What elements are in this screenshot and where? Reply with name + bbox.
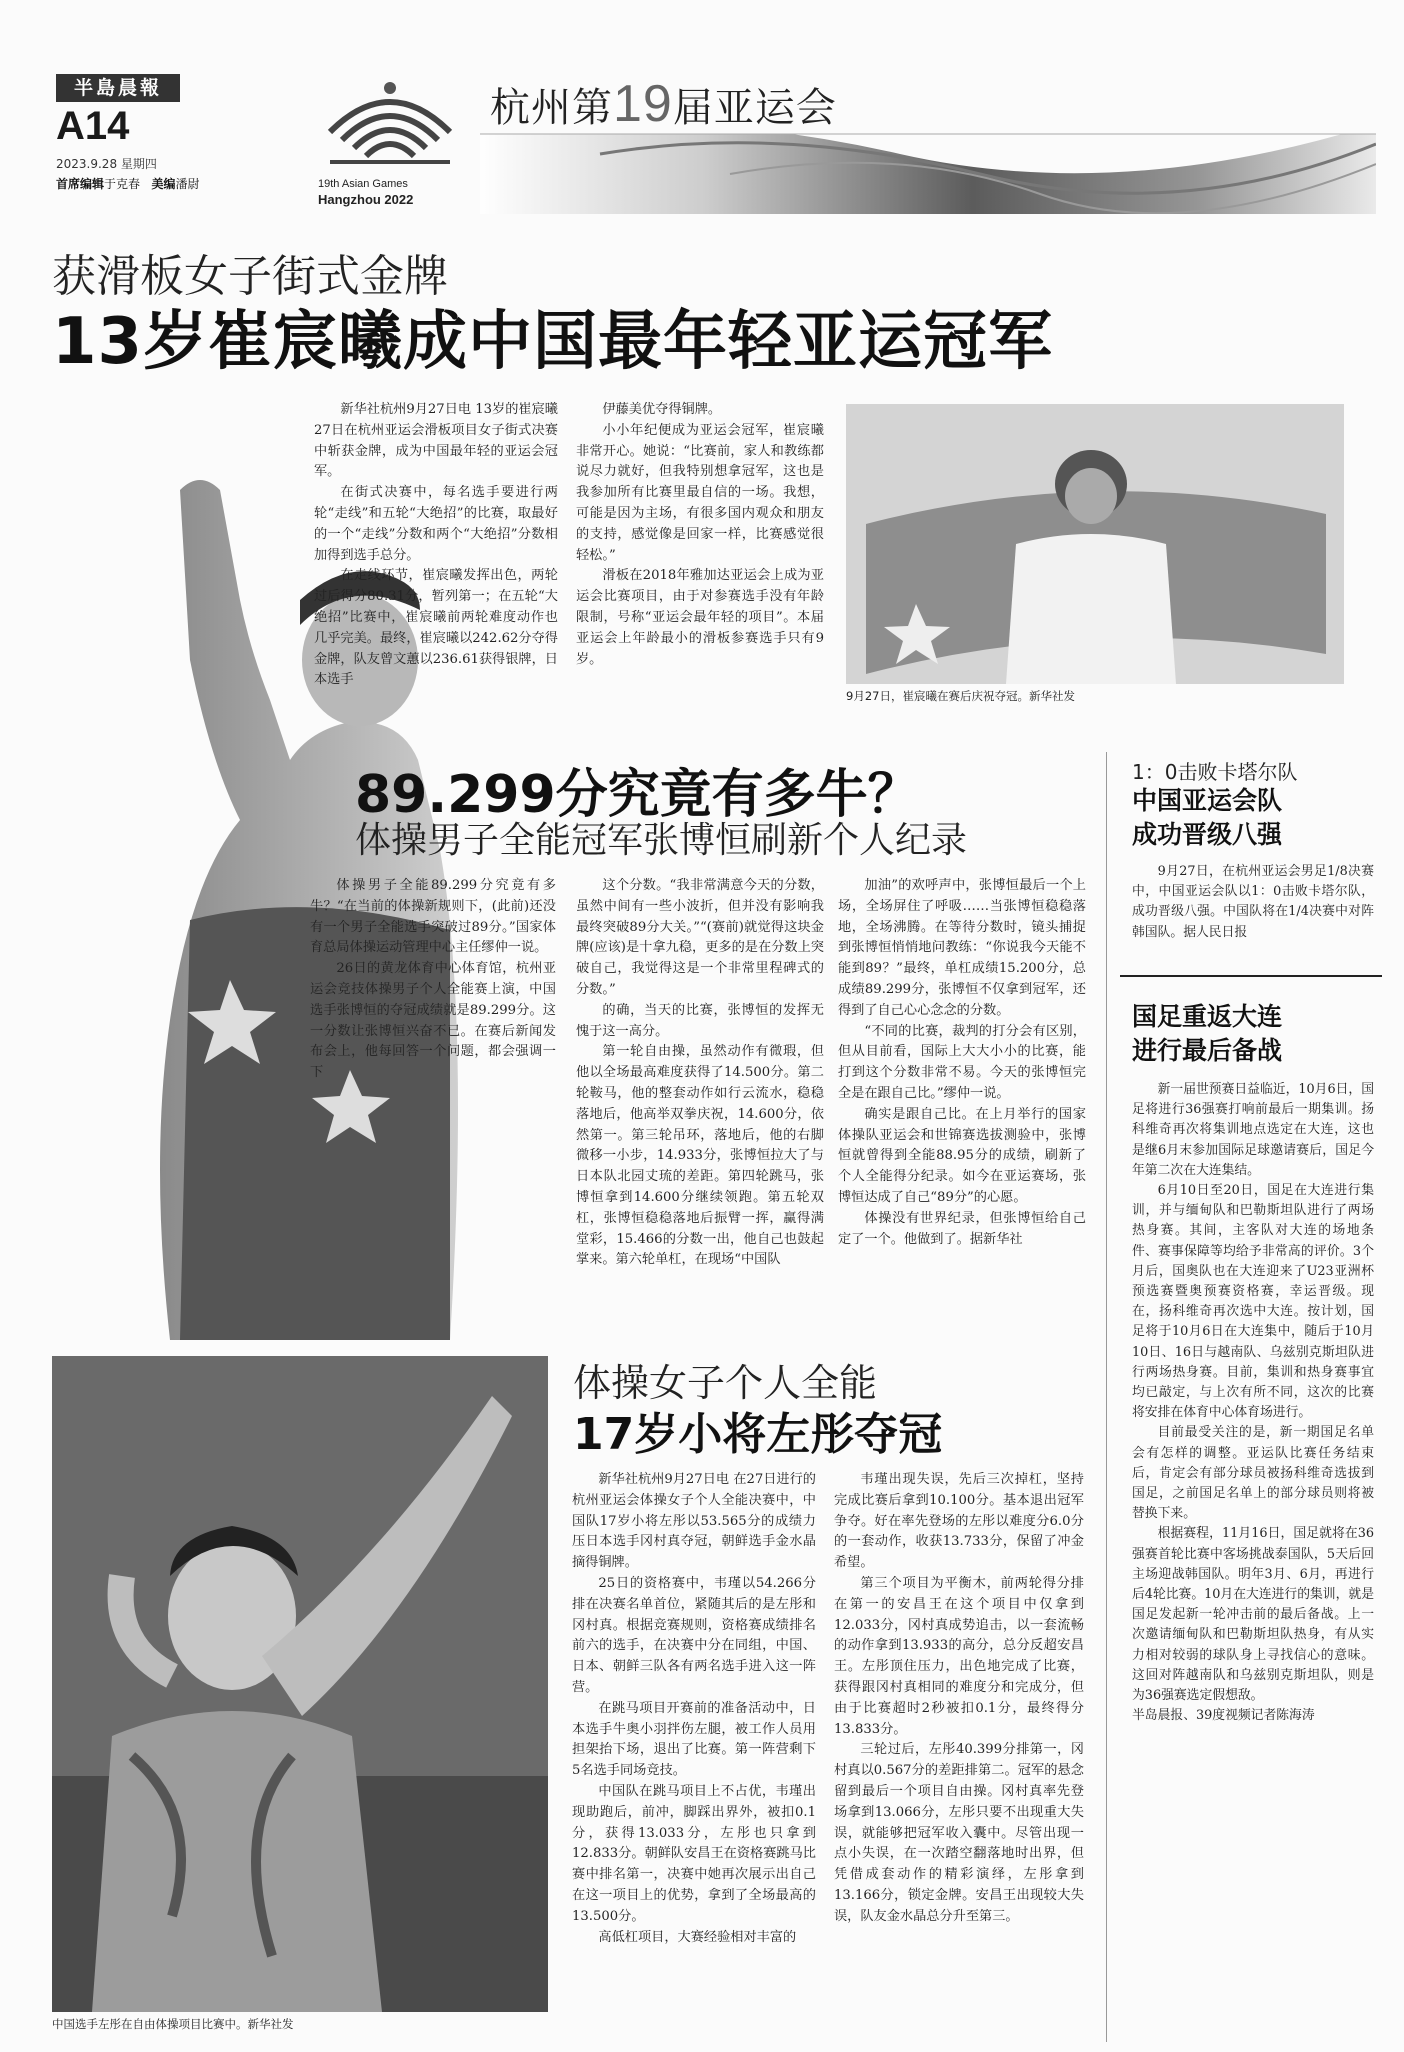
article2-para: 的确，当天的比赛，张博恒的发挥无愧于这一高分。: [576, 1002, 824, 1039]
skateboarder-cui-photo: [846, 404, 1344, 684]
editor-name-2: 潘尉: [175, 177, 200, 191]
article1-para: 新华社杭州9月27日电 13岁的崔宸曦27日在杭州亚运会滑板项目女子街式决赛中斩获金牌，成为中国最年轻的亚运会冠军。: [314, 402, 558, 480]
article2-para: 确实是跟自己比。在上月举行的国家体操队亚运会和世锦赛选拔测验中，张博恒就曾得到全能88.95分的成绩，刷新了个人全能得分纪录。如今在亚运赛场，张博恒达成了自己“89分”的心愿。: [838, 1106, 1086, 1205]
article3-para: 中国队在跳马项目上不占优，韦瑾出现助跑后，前冲，脚踩出界外，被扣0.1分，获得13.033分，左彤也只拿到12.833分。朝鲜队安昌王在资格赛跳马比赛中排名第一，决赛中她再次展示出自己在这一项目上的优势，拿到了全场最高的13.500分。: [572, 1783, 816, 1924]
article3-para: 高低杠项目，大赛经验相对丰富的: [598, 1929, 797, 1945]
side1-headline: [1132, 784, 1282, 852]
article2-para: 体操没有世界纪录，但张博恒给自己定了一个。他做到了。据新华社: [838, 1210, 1086, 1247]
side1-para: 9月27日，在杭州亚运会男足1/8决赛中，中国亚运会队以1：0击败卡塔尔队，成功晋级八强。中国队将在1/4决赛中对阵韩国队。据人民日报: [1132, 864, 1374, 940]
side2-para: 6月10日至20日，国足在大连进行集训，并与缅甸队和巴勒斯坦队进行了两场热身赛。其间，主客队对大连的场地条件、赛事保障等均给予非常高的评价。3个月后，国奥队也在大连迎来了U23亚洲杯预选赛暨奥预赛资格赛，幸运晋级。现在，扬科维奇再次选中大连。按计划，国足将于10月6日在大连集中，随后于10月10日、16日与越南队、乌兹别克斯坦队进行两场热身赛。目前，集训和热身赛事宜均已敲定，与上次有所不同，这次的比赛将安排在体育中心体育场进行。: [1132, 1183, 1374, 1421]
article1-para: 小小年纪便成为亚运会冠军，崔宸曦非常开心。她说：“比赛前，家人和教练都说尽力就好，但我特别想拿冠军，这也是我参加所有比赛里最自信的一场。我想，可能是因为主场，有很多国内观众和朋友的支持，感觉像是回家一样，比赛感觉很轻松。”: [576, 422, 824, 563]
banner-title-num: 19: [613, 75, 673, 133]
side2-body: [1132, 1080, 1374, 1727]
article3-para: 25日的资格赛中，韦瑾以54.266分排在决赛名单首位，紧随其后的是左彤和冈村真。根据竞赛规则，资格赛成绩排名前六的选手，在决赛中分在同组，中国、日本、朝鲜三队各有两名选手进入这一阵营。: [572, 1575, 816, 1695]
article2-para: 第一轮自由操，虽然动作有微瑕，但他以全场最高难度获得了14.500分。第二轮鞍马，他的整套动作如行云流水，稳稳落地后，他高举双拳庆祝，14.600分，依然第一。第三轮吊环，落地后，他的右脚微移一小步，14.933分，张博恒拉大了与日本队北园丈琉的差距。第四轮跳马，张博恒拿到14.600分继续领跑。第五轮双杠，张博恒稳稳落地后振臂一挥，赢得满堂彩，15.466的分数一出，他自己也鼓起掌来。第六轮单杠，在现场“中国队: [576, 1044, 824, 1268]
article1-para: 在街式决赛中，每名选手要进行两轮“走线”和五轮“大绝招”的比赛，取最好的一个“走线”分数和两个“大绝招”分数相加得到选手总分。: [314, 485, 558, 563]
editor-credits: [56, 176, 200, 192]
sidebar-separator: [1120, 975, 1382, 977]
article2-col3: [838, 876, 1086, 1250]
page-number: A14: [56, 104, 130, 148]
article3-para: 韦瑾出现失误，先后三次掉杠，坚持完成比赛后拿到10.100分。基本退出冠军争夺。好在率先登场的左彤以难度分6.0分的一套动作，收获13.733分，保留了冲金希望。: [834, 1472, 1084, 1571]
section-banner-title: [490, 74, 837, 134]
article3-headline: 17岁小将左彤夺冠: [573, 1409, 943, 1460]
side2-headline-line2: 进行最后备战: [1132, 1036, 1283, 1065]
article1-col2: [576, 400, 824, 670]
article3-caption: 中国选手左彤在自由体操项目比赛中。新华社发: [52, 2017, 294, 2031]
article2-headline: 89.299分究竟有多牛？: [355, 765, 920, 825]
article2-col2: [576, 876, 824, 1271]
article1-para: 伊藤美优夺得铜牌。: [602, 402, 722, 417]
side1-body: [1132, 862, 1374, 943]
side2-headline: [1132, 1000, 1282, 1068]
editor-role-2: 美编: [151, 177, 176, 191]
side2-headline-line1: 国足重返大连: [1132, 1002, 1283, 1031]
issue-date: 2023.9.28 星期四: [56, 157, 157, 171]
article2-para: 体操男子全能89.299分究竟有多牛？“在当前的体操新规则下，(此前)还没有一个男子全能选手突破过89分。”国家体育总局体操运动管理中心主任缪仲一说。: [310, 878, 556, 956]
article3-kicker: 体操女子个人全能: [573, 1361, 878, 1405]
article3-para: 新华社杭州9月27日电 在27日进行的杭州亚运会体操女子个人全能决赛中，中国队17岁小将左彤以53.565分的成绩力压日本选手冈村真夺冠，朝鲜选手金水晶摘得铜牌。: [572, 1472, 816, 1571]
gymnast-zuo-photo: [52, 1356, 548, 2012]
logo-caption-city: Hangzhou 2022: [318, 192, 414, 207]
article2-para: 加油”的欢呼声中，张博恒最后一个上场，全场屏住了呼吸……当张博恒稳稳落地，全场沸腾。在等待分数时，镜头捕捉到张博恒悄悄地问教练：“你说我今天能不能到89？”最终，单杠成绩15.200分，总成绩89.299分，张博恒不仅拿到冠军，还得到了自己心心念念的分数。: [838, 878, 1086, 1018]
side1-kicker: 1：0击败卡塔尔队: [1132, 760, 1298, 784]
side2-byline: 半岛晨报、39度视频记者陈海涛: [1132, 1708, 1315, 1724]
article1-para: 在走线环节，崔宸曦发挥出色，两轮过后得分80.31分，暂列第一；在五轮“大绝招”比赛中，崔宸曦前两轮难度动作也几乎完美。最终，崔宸曦以242.62分夺得金牌，队友曾文蕙以236.61获得银牌，日本选手: [314, 568, 558, 688]
editor-name-1: 于克春: [104, 177, 141, 191]
article1-kicker: 获滑板女子街式金牌: [52, 251, 448, 302]
article2-para: 这个分数。“我非常满意今天的分数，虽然中间有一些小波折，但并没有影响我最终突破89分大关。”“(赛前)就觉得这块金牌(应该)是十拿九稳，更多的是在分数上突破自己，我觉得这是一个非常里程碑式的分数。”: [576, 878, 824, 997]
article3-para: 三轮过后，左彤40.399分排第一，冈村真以0.567分的差距排第二。冠军的悬念留到最后一个项目自由操。冈村真率先登场拿到13.066分，左彤只要不出现重大失误，就能够把冠军收入囊中。尽管出现一点小失误，在一次踏空翻落地时出界，但凭借成套动作的精彩演绎，左彤拿到13.166分，锁定金牌。安昌王出现较大失误，队友金水晶总分升至第三。: [834, 1742, 1084, 1924]
banner-title-a: 杭州第: [490, 85, 613, 131]
logo-caption-en: 19th Asian Games: [318, 178, 408, 190]
article2-para: “不同的比赛，裁判的打分会有区别，但从目前看，国际上大大小小的比赛，能打到这个分数非常不易。今天的张博恒完全是在跟自己比。”缪仲一说。: [838, 1023, 1086, 1101]
sidebar-divider: [1106, 752, 1107, 2042]
side1-headline-line1: 中国亚运会队: [1132, 786, 1283, 815]
side2-para: 新一届世预赛日益临近，10月6日，国足将进行36强赛打响前最后一期集训。扬科维奇再次将集训地点选定在大连，这也是继6月末参加国际足球邀请赛后，国足今年第二次在大连集结。: [1132, 1082, 1374, 1178]
article1-para: 滑板在2018年雅加达亚运会上成为亚运会比赛项目，由于对参赛选手没有年龄限制，号称“亚运会最年轻的项目”。本届亚运会上年龄最小的滑板参赛选手只有9岁。: [576, 568, 824, 667]
masthead-logo: 半島晨報: [56, 74, 180, 102]
banner-title-b: 届亚运会: [672, 85, 837, 131]
article3-para: 第三个项目为平衡木，前两轮得分排在第一的安昌王在这个项目中仅拿到12.033分，冈村真成势追击，以一套流畅的动作拿到13.933的高分，总分反超安昌王。左彤顶住压力，出色地完成了比赛，获得跟冈村真相同的难度分和完成分，但由于比赛超时2秒被扣0.1分，最终得分13.833分。: [834, 1575, 1084, 1737]
side2-para: 目前最受关注的是，新一期国足名单会有怎样的调整。亚运队比赛任务结束后，肯定会有部分球员被扬科维奇选拔到国足，之前国足名单上的部分球员则将被替换下来。: [1132, 1425, 1374, 1522]
article3-para: 在跳马项目开赛前的准备活动中，日本选手牛奥小羽拌伤左腿，被工作人员用担架抬下场，退出了比赛。第一阵营剩下5名选手同场竞技。: [572, 1700, 816, 1779]
article3-col2: [834, 1470, 1084, 1928]
article2-col1: [310, 876, 556, 1084]
side1-headline-line2: 成功晋级八强: [1132, 820, 1283, 849]
article3-col1: [572, 1470, 816, 1948]
editor-role-1: 首席编辑: [56, 177, 105, 191]
article2-subhead: 体操男子全能冠军张博恒刷新个人纪录: [355, 820, 968, 861]
article1-headline: 13岁崔宸曦成中国最年轻亚运冠军: [52, 305, 1054, 379]
side2-para: 根据赛程，11月16日，国足就将在36强赛首轮比赛中客场挑战泰国队，5天后回主场迎战韩国队。明年3月、6月，再进行后4轮比赛。10月在大连进行的集训，就是国足发起新一轮冲击前的最后备战。上一次邀请缅甸队和巴勒斯坦队热身，有从实力相对较弱的球队身上寻找信心的意味。这回对阵越南队和乌兹别克斯坦队，则是为36强赛选定假想敌。: [1132, 1526, 1374, 1704]
article1-col1: [314, 400, 558, 691]
article1-caption: 9月27日，崔宸曦在赛后庆祝夺冠。新华社发: [846, 689, 1075, 703]
article2-para: 26日的黄龙体育中心体育馆，杭州亚运会竞技体操男子个人全能赛上演，中国选手张博恒的夺冠成绩就是89.299分。这一分数让张博恒兴奋不已。在赛后新闻发布会上，他每回答一个问题，都会强调一下: [310, 961, 556, 1081]
